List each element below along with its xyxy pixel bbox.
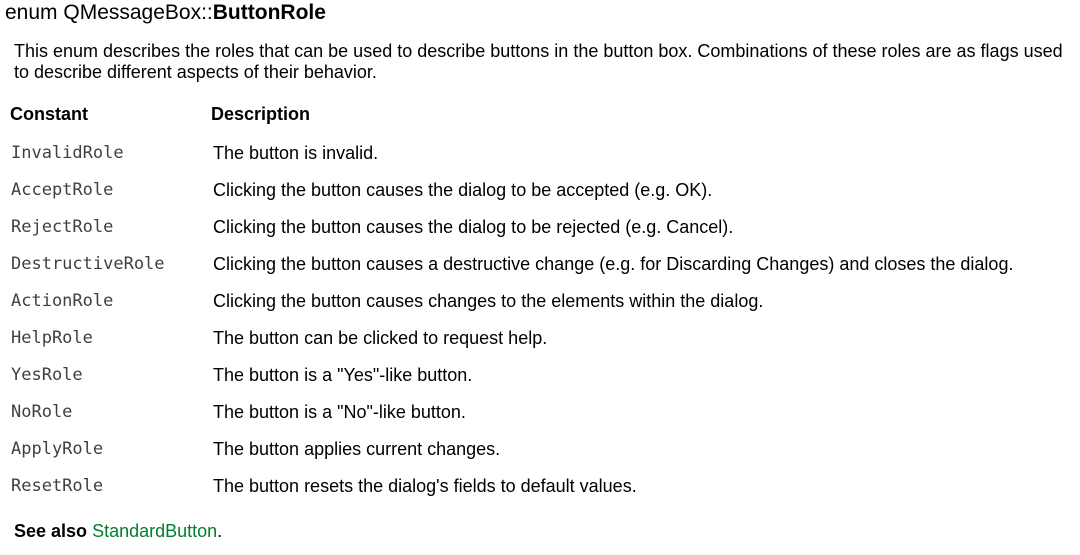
constant-name: ResetRole xyxy=(11,476,104,496)
constant-description: Clicking the button causes the dialog to be rejected (e.g. Cancel). xyxy=(213,217,734,237)
constant-description: The button is a "No"-like button. xyxy=(213,402,466,422)
constant-name: ApplyRole xyxy=(11,439,104,459)
see-also-suffix: . xyxy=(217,521,223,541)
constants-table xyxy=(0,134,1080,504)
constant-name: HelpRole xyxy=(11,328,93,348)
enum-heading-prefix: enum QMessageBox:: xyxy=(5,1,213,24)
constant-name: RejectRole xyxy=(11,217,114,237)
constant-description: The button is a "Yes"-like button. xyxy=(213,365,473,385)
table-row xyxy=(0,319,1080,356)
constant-name: YesRole xyxy=(11,365,83,385)
constant-description: Clicking the button causes the dialog to be accepted (e.g. OK). xyxy=(213,180,713,200)
table-row xyxy=(0,430,1080,467)
constant-description: The button is invalid. xyxy=(213,143,379,163)
constant-description: The button applies current changes. xyxy=(213,439,501,459)
constant-name: ActionRole xyxy=(11,291,114,311)
see-also-label: See also xyxy=(14,521,88,541)
column-header-constant: Constant xyxy=(10,104,88,124)
constant-name: InvalidRole xyxy=(11,143,124,163)
standard-button-link[interactable]: StandardButton xyxy=(92,521,218,541)
constant-name: AcceptRole xyxy=(11,180,114,200)
constant-name: DestructiveRole xyxy=(11,254,165,274)
constant-description: Clicking the button causes changes to the elements within the dialog. xyxy=(213,291,764,311)
table-row xyxy=(0,467,1080,504)
table-row xyxy=(0,356,1080,393)
table-row xyxy=(0,245,1080,282)
see-also xyxy=(14,520,222,542)
enum-heading-name: ButtonRole xyxy=(212,1,326,24)
enum-description: This enum describes the roles that can be used to describe buttons in the button box. Combinations of these roles are as flags used to describe different aspects of their behavior. xyxy=(14,41,1063,82)
table-row xyxy=(0,393,1080,430)
table-row xyxy=(0,171,1080,208)
constant-description: Clicking the button causes a destructive change (e.g. for Discarding Changes) and closes the dialog. xyxy=(213,254,1014,274)
constant-description: The button can be clicked to request help. xyxy=(213,328,548,348)
table-row xyxy=(0,134,1080,171)
constant-name: NoRole xyxy=(11,402,73,422)
table-row xyxy=(0,208,1080,245)
table-row xyxy=(0,282,1080,319)
enum-heading xyxy=(5,0,326,26)
column-header-description: Description xyxy=(211,104,311,124)
constant-description: The button resets the dialog's fields to default values. xyxy=(213,476,637,496)
